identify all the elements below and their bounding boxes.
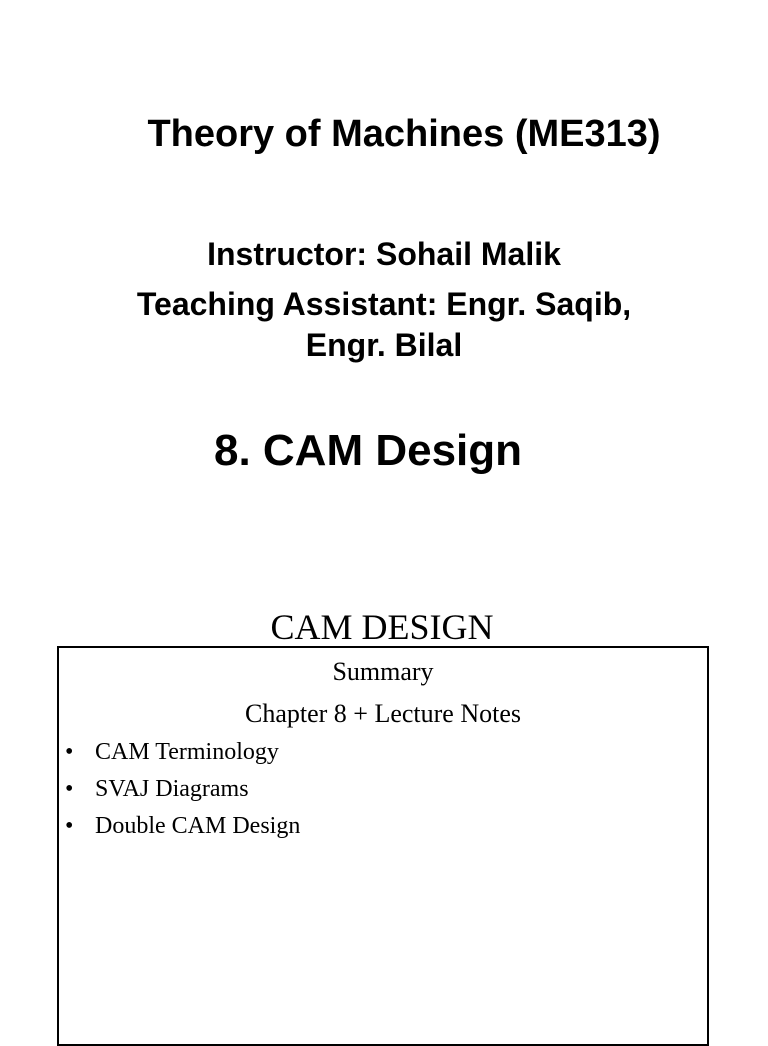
- list-item-text: SVAJ Diagrams: [95, 776, 249, 802]
- summary-bullet-list: [59, 736, 699, 847]
- course-title: Theory of Machines (ME313): [147, 113, 661, 155]
- bullet-icon: •: [65, 739, 74, 765]
- list-item-text: CAM Terminology: [95, 739, 279, 765]
- bullet-icon: •: [65, 776, 74, 802]
- list-item: [59, 773, 699, 810]
- teaching-assistant-line: Teaching Assistant: Engr. Saqib,: [136, 286, 632, 322]
- list-item-text: Double CAM Design: [95, 813, 301, 839]
- bullet-icon: •: [65, 813, 74, 839]
- teaching-assistant-line-continued: Engr. Bilal: [305, 327, 463, 363]
- summary-box: [57, 646, 709, 1046]
- list-item: [59, 810, 699, 847]
- list-item: [59, 736, 699, 773]
- chapter-reference: Chapter 8 + Lecture Notes: [244, 699, 521, 728]
- summary-title: Summary: [332, 657, 434, 686]
- summary-slide-heading: CAM DESIGN: [270, 607, 494, 647]
- instructor-line: Instructor: Sohail Malik: [207, 236, 561, 272]
- lecture-title: 8. CAM Design: [213, 426, 523, 475]
